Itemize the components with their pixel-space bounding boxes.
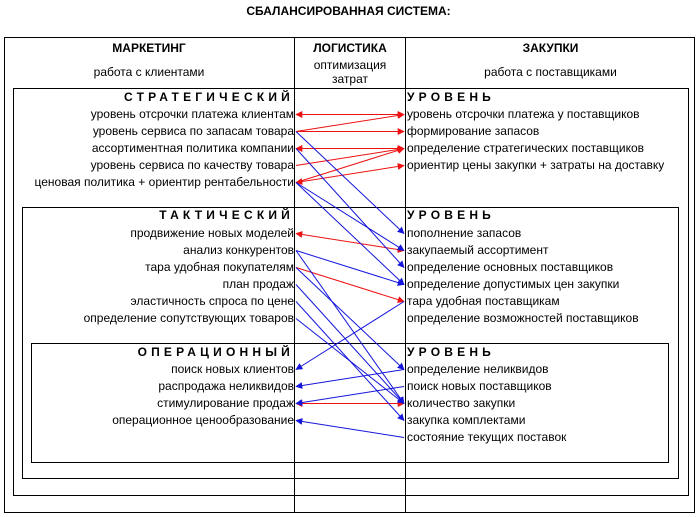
- m-tactical-2: тара удобная покупателям: [145, 260, 294, 274]
- operational-level-word: УРОВЕНЬ: [407, 345, 496, 359]
- operational-label: ОПЕРАЦИОННЫЙ: [137, 345, 294, 359]
- strategic-level-word: УРОВЕНЬ: [407, 90, 496, 104]
- m-strategic-3: уровень сервиса по качеству товара: [90, 158, 294, 172]
- m-tactical-5: определение сопутствующих товаров: [83, 311, 294, 325]
- blue-arrow-9: [296, 319, 404, 404]
- tactical-level-word: УРОВЕНЬ: [407, 208, 496, 222]
- blue-arrow-0: [296, 132, 404, 234]
- strategic-label: СТРАТЕГИЧЕСКИЙ: [124, 90, 294, 104]
- blue-arrow-2: [296, 183, 404, 285]
- m-operational-0: поиск новых клиентов: [171, 362, 294, 376]
- red-arrow-6: [296, 166, 404, 183]
- blue-arrow-4: [296, 251, 404, 285]
- p-strategic-3: ориентир цены закупки + затраты на доставку: [407, 158, 665, 172]
- m-tactical-3: план продаж: [222, 277, 294, 291]
- logistics-header: ЛОГИСТИКА: [313, 41, 387, 55]
- p-operational-4: состояние текущих поставок: [407, 430, 567, 444]
- blue-arrow-5: [296, 251, 404, 404]
- m-operational-1: распродажа неликвидов: [158, 379, 294, 393]
- red-arrow-4: [296, 149, 404, 166]
- red-arrow-1: [296, 115, 404, 132]
- logistics-subtitle-line2: затрат: [332, 72, 368, 86]
- p-strategic-0: уровень отсрочки платежа у поставщиков: [407, 107, 640, 121]
- p-tactical-2: определение основных поставщиков: [407, 260, 614, 274]
- marketing-subtitle: работа с клиентами: [93, 65, 205, 79]
- blue-arrow-11: [296, 370, 404, 387]
- p-operational-0: определение неликвидов: [407, 362, 549, 376]
- m-tactical-1: анализ конкурентов: [183, 243, 294, 257]
- p-tactical-1: закупаемый ассортимент: [407, 243, 549, 257]
- tactical-label: ТАКТИЧЕСКИЙ: [159, 208, 294, 222]
- m-operational-3: операционное ценообразование: [112, 413, 294, 427]
- p-strategic-1: формирование запасов: [407, 124, 540, 138]
- m-tactical-4: эластичность спроса по цене: [130, 294, 294, 308]
- blue-arrow-10: [296, 302, 404, 370]
- p-tactical-0: пополнение запасов: [407, 226, 522, 240]
- m-operational-2: стимулирование продаж: [157, 396, 294, 410]
- diagram-title: СБАЛАНСИРОВАННАЯ СИСТЕМА:: [246, 4, 451, 18]
- p-tactical-3: определение допустимых цен закупки: [407, 277, 620, 291]
- m-strategic-0: уровень отсрочки платежа клиентам: [90, 107, 294, 121]
- blue-arrow-13: [296, 421, 404, 438]
- p-tactical-5: определение возможностей поставщиков: [407, 311, 639, 325]
- red-arrow-7: [296, 234, 404, 251]
- logistics-subtitle-line1: оптимизация: [313, 58, 387, 72]
- red-arrow-5: [296, 149, 404, 183]
- blue-arrow-3: [296, 183, 404, 251]
- p-operational-3: закупка комплектами: [407, 413, 526, 427]
- p-tactical-4: тара удобная поставщикам: [407, 294, 560, 308]
- blue-arrow-6: [296, 268, 404, 370]
- purchasing-header: ЗАКУПКИ: [522, 41, 579, 55]
- blue-arrow-12: [296, 387, 404, 404]
- p-strategic-2: определение стратегических поставщиков: [407, 141, 645, 155]
- marketing-header: МАРКЕТИНГ: [112, 41, 186, 55]
- m-strategic-4: ценовая политика + ориентир рентабельности: [34, 175, 294, 189]
- blue-arrow-1: [296, 149, 404, 268]
- blue-arrow-7: [296, 285, 404, 404]
- p-operational-1: поиск новых поставщиков: [407, 379, 552, 393]
- m-strategic-2: ассортиментная политика компании: [91, 141, 294, 155]
- purchasing-subtitle: работа с поставщиками: [484, 65, 617, 79]
- p-operational-2: количество закупки: [407, 396, 516, 410]
- m-strategic-1: уровень сервиса по запасам товара: [92, 124, 294, 138]
- m-tactical-0: продвижение новых моделей: [130, 226, 294, 240]
